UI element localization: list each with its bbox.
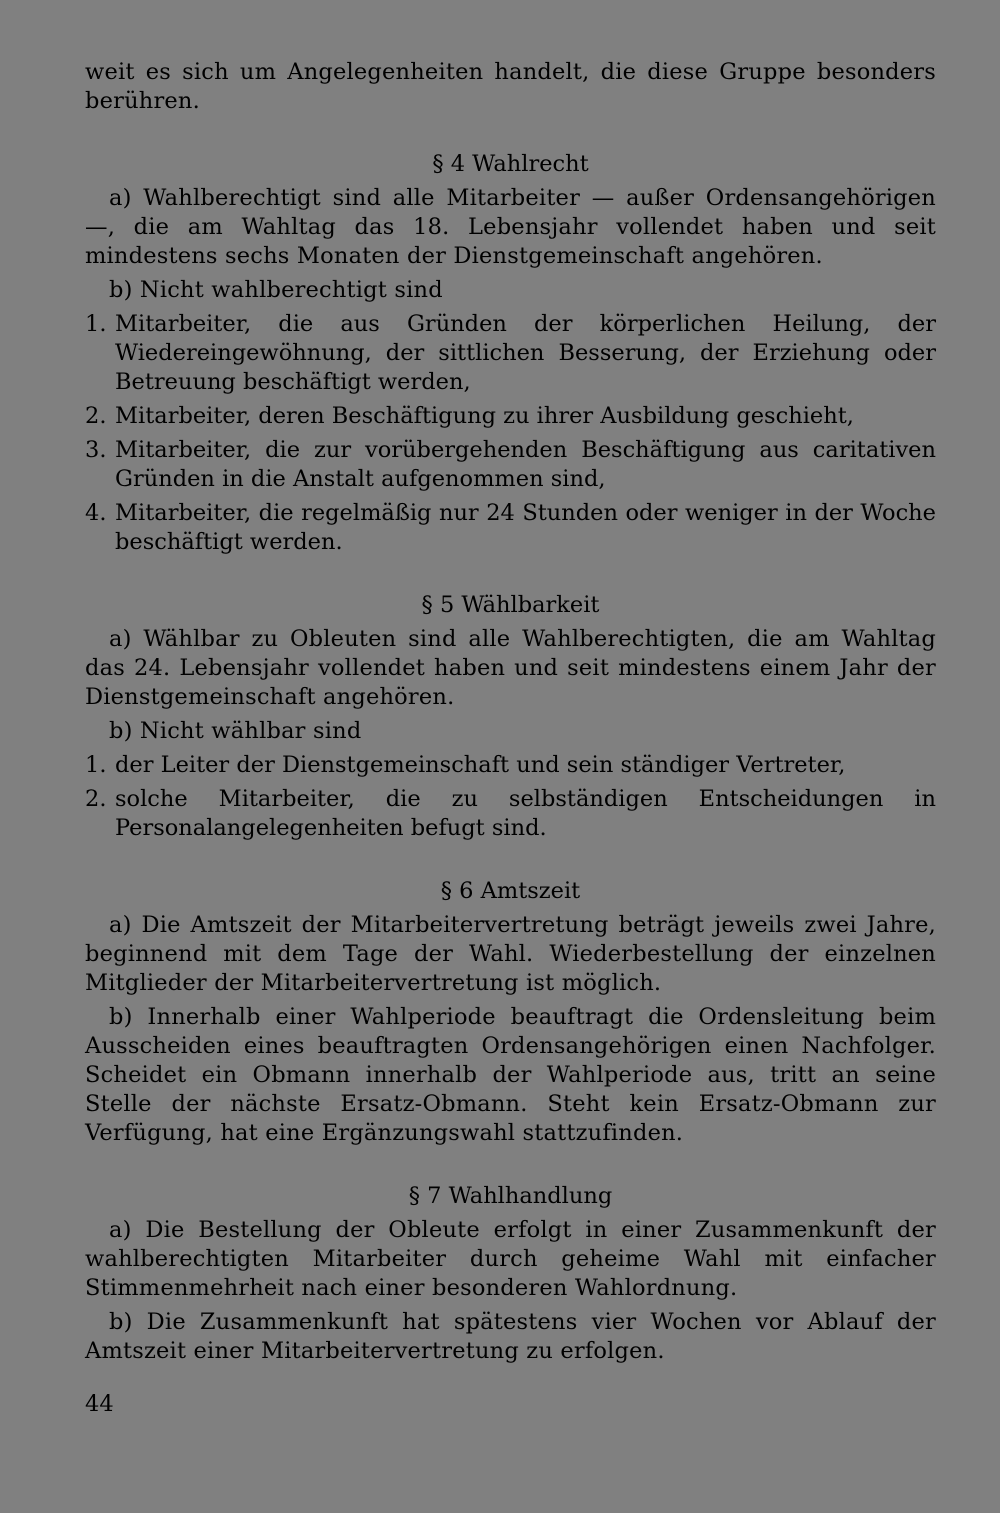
section-5-item <box>85 785 936 843</box>
section-7-heading: § 7 Wahlhandlung <box>408 1183 613 1209</box>
page-number: 44 <box>85 1391 114 1417</box>
section-5-heading: § 5 Wählbarkeit <box>421 592 600 618</box>
section-5-item <box>85 751 936 780</box>
item-text: Mitarbeiter, die aus Gründen der körperlichen Heilung, der Wiedereingewöhnung, der sittlichen Besserung, der Erziehung oder Betreuung beschäftigt werden, <box>115 311 936 395</box>
section-4-heading: § 4 Wahlrecht <box>432 151 589 177</box>
section-4-item <box>85 402 936 431</box>
page-content <box>85 58 936 1366</box>
item-text: Mitarbeiter, deren Beschäftigung zu ihrer Ausbildung geschieht, <box>115 403 854 429</box>
section-7-para-a: a) Die Bestellung der Obleute erfolgt in einer Zusammenkunft der wahlberechtigten Mitarbeiter durch geheime Wahl mit einfacher Stimmenmehrheit nach einer besonderen Wahlordnung. <box>85 1217 936 1301</box>
item-number: 2. <box>85 786 107 812</box>
item-number: 1. <box>85 752 107 778</box>
section-4-item <box>85 436 936 494</box>
section-4-item <box>85 310 936 397</box>
item-text: solche Mitarbeiter, die zu selbständigen Entscheidungen in Personalangelegenheiten befugt sind. <box>115 786 936 841</box>
section-4-para-a: a) Wahlberechtigt sind alle Mitarbeiter — außer Ordensangehörigen —, die am Wahltag das 18. Lebensjahr vollendet haben und seit mindestens sechs Monaten der Dienstgemeinschaft angehören. <box>85 185 936 269</box>
section-4-item <box>85 499 936 557</box>
section-7-para-b: b) Die Zusammenkunft hat spätestens vier Wochen vor Ablauf der Amtszeit einer Mitarbeitervertretung zu erfolgen. <box>85 1309 936 1364</box>
section-6-heading: § 6 Amtszeit <box>440 878 581 904</box>
section-4-para-b: b) Nicht wahlberechtigt sind <box>109 277 443 303</box>
section-6-para-a: a) Die Amtszeit der Mitarbeitervertretung beträgt jeweils zwei Jahre, beginnend mit dem Tage der Wahl. Wiederbestellung der einzelnen Mitglieder der Mitarbeitervertretung ist möglich. <box>85 912 936 996</box>
item-number: 2. <box>85 403 107 429</box>
item-number: 3. <box>85 437 107 463</box>
item-text: Mitarbeiter, die zur vorübergehenden Beschäftigung aus caritativen Gründen in die Anstalt aufgenommen sind, <box>115 437 936 492</box>
item-text: Mitarbeiter, die regelmäßig nur 24 Stunden oder weniger in der Woche beschäftigt werden. <box>115 500 936 555</box>
intro-paragraph: weit es sich um Angelegenheiten handelt, die diese Gruppe besonders berühren. <box>85 59 936 114</box>
section-5-para-b: b) Nicht wählbar sind <box>109 718 362 744</box>
item-text: der Leiter der Dienstgemeinschaft und sein ständiger Vertreter, <box>115 752 846 778</box>
section-5-para-a: a) Wählbar zu Obleuten sind alle Wahlberechtigten, die am Wahltag das 24. Lebensjahr vollendet haben und seit mindestens einem Jahr der Dienstgemeinschaft angehören. <box>85 626 936 710</box>
section-6-para-b: b) Innerhalb einer Wahlperiode beauftragt die Ordensleitung beim Ausscheiden eines beauftragten Ordensangehörigen einen Nachfolger. Scheidet ein Obmann innerhalb der Wahlperiode aus, tritt an seine Stelle der nächste Ersatz-Obmann. Steht kein Ersatz-Obmann zur Verfügung, hat eine Ergänzungswahl stattzufinden. <box>85 1004 936 1146</box>
item-number: 1. <box>85 311 107 337</box>
item-number: 4. <box>85 500 107 526</box>
